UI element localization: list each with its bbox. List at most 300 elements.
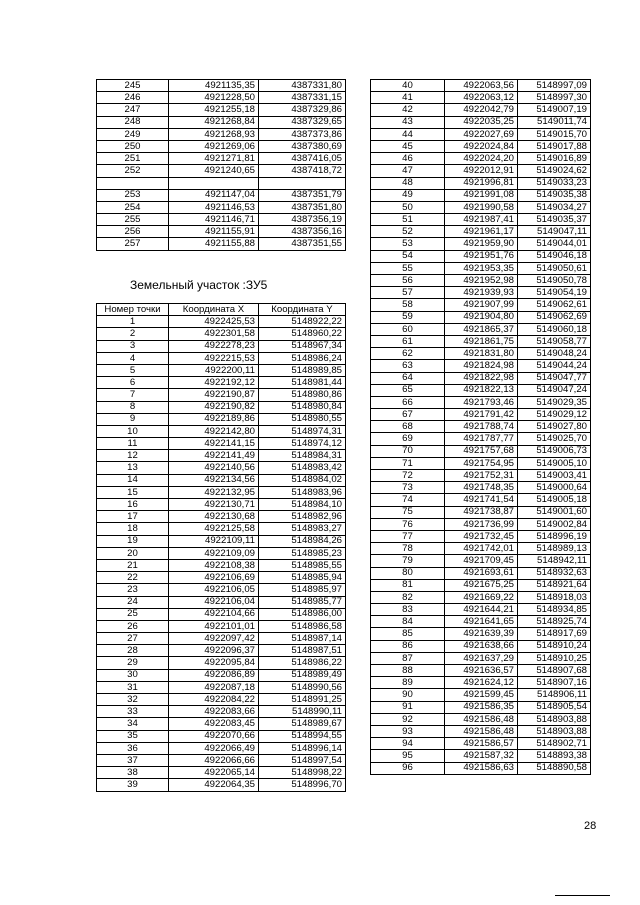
table-row — [97, 754, 346, 766]
coordinate-y-cell: 5148985,55 — [259, 559, 346, 571]
coordinate-y-cell: 5148906,11 — [518, 689, 591, 701]
table-row — [371, 214, 591, 226]
table-row — [371, 299, 591, 311]
coordinate-x-cell: 4921675,25 — [445, 579, 518, 591]
table-row — [371, 701, 591, 713]
coordinate-y-cell: 5148910,25 — [518, 652, 591, 664]
coordinate-y-cell: 5149047,11 — [518, 226, 591, 238]
point-number-cell: 41 — [371, 92, 445, 104]
table-row — [371, 579, 591, 591]
table-row — [97, 352, 346, 364]
coordinate-y-cell: 5148917,69 — [518, 628, 591, 640]
coordinate-x-cell: 4922066,66 — [169, 754, 259, 766]
coordinate-y-cell: 5148910,24 — [518, 640, 591, 652]
coordinate-y-cell: 5148921,64 — [518, 579, 591, 591]
coordinate-x-cell: 4921996,81 — [445, 177, 518, 189]
point-number-cell: 44 — [371, 128, 445, 140]
point-number-cell: 80 — [371, 567, 445, 579]
table-row — [371, 262, 591, 274]
page-number: 28 — [584, 820, 597, 832]
coordinate-x-cell: 4922070,66 — [169, 730, 259, 742]
table-row — [97, 486, 346, 498]
table-row — [371, 665, 591, 677]
coordinate-x-cell: 4921636,57 — [445, 665, 518, 677]
header-coordinate-y: Координата Y — [259, 304, 346, 316]
point-number-cell: 86 — [371, 640, 445, 652]
coordinate-y-cell: 5149050,78 — [518, 275, 591, 287]
coordinate-x-cell: 4921788,74 — [445, 421, 518, 433]
table-row — [97, 401, 346, 413]
coordinate-x-cell: 4921639,39 — [445, 628, 518, 640]
coordinate-x-cell: 4922083,66 — [169, 706, 259, 718]
point-number-cell: 93 — [371, 725, 445, 737]
point-number-cell: 21 — [97, 559, 169, 571]
coordinate-y-cell: 4387418,72 — [259, 165, 346, 177]
table-row — [371, 372, 591, 384]
table-row — [97, 633, 346, 645]
table-row — [371, 104, 591, 116]
point-number-cell: 4 — [97, 352, 169, 364]
point-number-cell: 66 — [371, 396, 445, 408]
point-number-cell: 58 — [371, 299, 445, 311]
coordinate-y-cell: 5148983,42 — [259, 462, 346, 474]
table-row — [371, 677, 591, 689]
point-number-cell — [97, 177, 169, 189]
coordinate-x-cell: 4921268,84 — [169, 116, 259, 128]
coordinate-y-cell: 4387356,19 — [259, 214, 346, 226]
table-row — [371, 348, 591, 360]
point-number-cell: 62 — [371, 348, 445, 360]
table-row — [97, 657, 346, 669]
coordinate-y-cell: 5149017,88 — [518, 140, 591, 152]
point-number-cell: 13 — [97, 462, 169, 474]
coordinate-y-cell: 5149027,80 — [518, 421, 591, 433]
coordinate-x-cell: 4921709,45 — [445, 555, 518, 567]
coordinate-x-cell: 4922104,66 — [169, 608, 259, 620]
coordinate-y-cell: 4387351,55 — [259, 238, 346, 250]
coordinate-x-cell: 4922190,87 — [169, 389, 259, 401]
coordinate-x-cell: 4922108,38 — [169, 559, 259, 571]
point-number-cell: 84 — [371, 616, 445, 628]
table-row — [97, 201, 346, 213]
coordinate-x-cell: 4921831,80 — [445, 348, 518, 360]
coordinate-y-cell: 5149044,24 — [518, 360, 591, 372]
coordinate-x-cell: 4922130,68 — [169, 511, 259, 523]
coordinate-y-cell: 5148990,56 — [259, 681, 346, 693]
point-number-cell: 91 — [371, 701, 445, 713]
coordinate-y-cell: 5148983,27 — [259, 523, 346, 535]
table-row — [371, 689, 591, 701]
coordinate-y-cell: 5149047,24 — [518, 384, 591, 396]
coordinate-x-cell: 4922141,15 — [169, 438, 259, 450]
table-row — [371, 238, 591, 250]
table-row — [371, 250, 591, 262]
point-number-cell: 51 — [371, 214, 445, 226]
table-row — [97, 730, 346, 742]
coordinate-x-cell: 4922086,89 — [169, 669, 259, 681]
coordinate-x-cell: 4921865,37 — [445, 323, 518, 335]
point-number-cell: 49 — [371, 189, 445, 201]
coordinate-x-cell: 4922106,05 — [169, 584, 259, 596]
point-number-cell: 94 — [371, 738, 445, 750]
coordinate-y-cell: 5149044,01 — [518, 238, 591, 250]
coordinate-y-cell: 5149054,19 — [518, 287, 591, 299]
coordinate-x-cell: 4922200,11 — [169, 364, 259, 376]
coordinate-y-cell: 5148942,11 — [518, 555, 591, 567]
coordinate-y-cell: 5148981,44 — [259, 377, 346, 389]
coordinate-x-cell: 4921146,71 — [169, 214, 259, 226]
coordinate-x-cell: 4922132,95 — [169, 486, 259, 498]
coordinate-y-cell: 5148996,14 — [259, 742, 346, 754]
coordinate-x-cell: 4921959,90 — [445, 238, 518, 250]
table-row — [97, 189, 346, 201]
coordinate-y-cell: 5148934,85 — [518, 604, 591, 616]
table-row — [371, 652, 591, 664]
coordinate-x-cell: 4922106,04 — [169, 596, 259, 608]
coordinate-y-cell: 5148982,96 — [259, 511, 346, 523]
point-number-cell: 256 — [97, 226, 169, 238]
table-row — [371, 506, 591, 518]
table-row — [97, 140, 346, 152]
coordinate-x-cell: 4921738,87 — [445, 506, 518, 518]
point-number-cell: 32 — [97, 694, 169, 706]
point-number-cell: 68 — [371, 421, 445, 433]
coordinate-y-cell: 5149033,23 — [518, 177, 591, 189]
coordinate-x-cell: 4922063,12 — [445, 92, 518, 104]
table-row — [97, 377, 346, 389]
table-row — [97, 128, 346, 140]
coordinate-x-cell: 4922189,86 — [169, 413, 259, 425]
point-number-cell: 7 — [97, 389, 169, 401]
coordinate-y-cell: 5148902,71 — [518, 738, 591, 750]
coordinate-x-cell: 4921271,81 — [169, 153, 259, 165]
table-row — [371, 518, 591, 530]
point-number-cell: 57 — [371, 287, 445, 299]
table-row — [97, 681, 346, 693]
point-number-cell: 248 — [97, 116, 169, 128]
point-number-cell: 95 — [371, 750, 445, 762]
coordinate-x-cell: 4921752,31 — [445, 470, 518, 482]
point-number-cell: 69 — [371, 433, 445, 445]
table-row — [97, 226, 346, 238]
point-number-cell: 60 — [371, 323, 445, 335]
table-row — [97, 153, 346, 165]
coordinate-x-cell: 4921951,76 — [445, 250, 518, 262]
coordinate-x-cell: 4922190,82 — [169, 401, 259, 413]
table-row — [371, 165, 591, 177]
coordinate-y-cell: 5148986,24 — [259, 352, 346, 364]
coordinate-x-cell: 4921586,57 — [445, 738, 518, 750]
point-number-cell: 67 — [371, 409, 445, 421]
point-number-cell: 76 — [371, 518, 445, 530]
table-row — [371, 543, 591, 555]
point-number-cell: 88 — [371, 665, 445, 677]
point-number-cell: 255 — [97, 214, 169, 226]
point-number-cell: 254 — [97, 201, 169, 213]
point-number-cell: 87 — [371, 652, 445, 664]
table-row — [97, 92, 346, 104]
table-row — [97, 584, 346, 596]
table-row — [371, 445, 591, 457]
point-number-cell: 3 — [97, 340, 169, 352]
point-number-cell: 65 — [371, 384, 445, 396]
coordinate-y-cell: 5149046,18 — [518, 250, 591, 262]
coordinate-x-cell: 4922106,69 — [169, 572, 259, 584]
coordinate-y-cell: 5149003,41 — [518, 470, 591, 482]
coordinate-x-cell: 4921904,80 — [445, 311, 518, 323]
point-number-cell: 40 — [371, 80, 445, 92]
point-number-cell: 56 — [371, 275, 445, 287]
point-number-cell: 252 — [97, 165, 169, 177]
coordinate-x-cell: 4922097,42 — [169, 633, 259, 645]
table-row — [97, 413, 346, 425]
coordinate-y-cell: 5148989,13 — [518, 543, 591, 555]
coordinate-x-cell: 4921669,22 — [445, 591, 518, 603]
coordinate-x-cell: 4921147,04 — [169, 189, 259, 201]
coordinate-x-cell: 4922063,56 — [445, 80, 518, 92]
point-number-cell: 36 — [97, 742, 169, 754]
table-row — [97, 742, 346, 754]
table-row — [97, 328, 346, 340]
coordinate-x-cell: 4921155,88 — [169, 238, 259, 250]
coordinate-x-cell: 4921824,98 — [445, 360, 518, 372]
point-number-cell: 81 — [371, 579, 445, 591]
coordinate-y-cell: 5149007,19 — [518, 104, 591, 116]
header-point-number: Номер точки — [97, 304, 169, 316]
coordinate-y-cell: 5149050,61 — [518, 262, 591, 274]
coordinate-x-cell: 4922130,71 — [169, 499, 259, 511]
table-row — [97, 104, 346, 116]
point-number-cell: 74 — [371, 494, 445, 506]
table-row — [97, 718, 346, 730]
footer-divider — [555, 895, 610, 896]
table-row — [371, 275, 591, 287]
coordinate-y-cell: 5149034,27 — [518, 201, 591, 213]
coordinate-y-cell: 5148983,96 — [259, 486, 346, 498]
coordinate-y-cell: 5148980,84 — [259, 401, 346, 413]
point-number-cell: 53 — [371, 238, 445, 250]
coordinate-x-cell: 4922140,56 — [169, 462, 259, 474]
coordinate-y-cell: 5148996,70 — [259, 779, 346, 791]
table-row — [371, 80, 591, 92]
coordinate-x-cell: 4922125,58 — [169, 523, 259, 535]
coordinate-y-cell: 5149062,69 — [518, 311, 591, 323]
table-row — [97, 572, 346, 584]
table-row — [97, 165, 346, 177]
coordinate-x-cell: 4922012,91 — [445, 165, 518, 177]
coordinate-y-cell: 5148994,55 — [259, 730, 346, 742]
point-number-cell: 250 — [97, 140, 169, 152]
coordinate-y-cell: 5148990,11 — [259, 706, 346, 718]
point-number-cell: 54 — [371, 250, 445, 262]
coordinate-x-cell: 4922101,01 — [169, 620, 259, 632]
coordinate-x-cell: 4921638,66 — [445, 640, 518, 652]
table-row — [97, 779, 346, 791]
coordinate-y-cell: 4387416,05 — [259, 153, 346, 165]
coordinates-table-zu5-body — [97, 316, 346, 791]
coordinate-x-cell: 4921741,54 — [445, 494, 518, 506]
table-row — [97, 425, 346, 437]
coordinate-y-cell: 5148918,03 — [518, 591, 591, 603]
coordinates-table-top — [96, 79, 346, 251]
coordinate-x-cell: 4922301,58 — [169, 328, 259, 340]
point-number-cell: 16 — [97, 499, 169, 511]
table-row — [97, 559, 346, 571]
point-number-cell: 55 — [371, 262, 445, 274]
coordinate-y-cell: 5149002,84 — [518, 518, 591, 530]
table-row — [371, 323, 591, 335]
point-number-cell: 17 — [97, 511, 169, 523]
table-row — [371, 457, 591, 469]
coordinate-y-cell: 5148974,12 — [259, 438, 346, 450]
coordinate-y-cell: 4387329,86 — [259, 104, 346, 116]
table-row — [371, 189, 591, 201]
table-row — [371, 616, 591, 628]
coordinate-x-cell: 4921693,61 — [445, 567, 518, 579]
point-number-cell: 35 — [97, 730, 169, 742]
table-row — [371, 421, 591, 433]
coordinate-x-cell: 4921587,32 — [445, 750, 518, 762]
point-number-cell: 47 — [371, 165, 445, 177]
table-row — [97, 620, 346, 632]
point-number-cell: 39 — [97, 779, 169, 791]
header-coordinate-x: Координата X — [169, 304, 259, 316]
coordinate-x-cell: 4922278,23 — [169, 340, 259, 352]
coordinate-y-cell: 5148985,97 — [259, 584, 346, 596]
coordinate-y-cell: 5148984,02 — [259, 474, 346, 486]
coordinate-y-cell: 4387329,65 — [259, 116, 346, 128]
table-row — [371, 335, 591, 347]
coordinate-y-cell: 5148980,86 — [259, 389, 346, 401]
table-row — [371, 384, 591, 396]
coordinate-x-cell: 4921228,50 — [169, 92, 259, 104]
point-number-cell: 1 — [97, 316, 169, 328]
point-number-cell: 24 — [97, 596, 169, 608]
coordinate-x-cell: 4922084,22 — [169, 694, 259, 706]
coordinate-y-cell: 5149011,74 — [518, 116, 591, 128]
coordinate-y-cell: 5148997,30 — [518, 92, 591, 104]
table-row — [371, 713, 591, 725]
coordinate-y-cell: 5149005,10 — [518, 457, 591, 469]
point-number-cell: 34 — [97, 718, 169, 730]
point-number-cell: 61 — [371, 335, 445, 347]
point-number-cell: 15 — [97, 486, 169, 498]
coordinate-x-cell: 4921624,12 — [445, 677, 518, 689]
point-number-cell: 89 — [371, 677, 445, 689]
coordinate-y-cell: 5148922,22 — [259, 316, 346, 328]
coordinates-table-right-body — [371, 80, 591, 775]
coordinate-y-cell: 5149025,70 — [518, 433, 591, 445]
table-row — [371, 762, 591, 774]
point-number-cell: 18 — [97, 523, 169, 535]
coordinate-x-cell: 4921644,21 — [445, 604, 518, 616]
table-row — [371, 640, 591, 652]
point-number-cell: 5 — [97, 364, 169, 376]
table-row — [371, 128, 591, 140]
coordinate-y-cell: 5149005,18 — [518, 494, 591, 506]
point-number-cell: 79 — [371, 555, 445, 567]
coordinate-y-cell: 5148987,14 — [259, 633, 346, 645]
coordinate-y-cell: 5148890,58 — [518, 762, 591, 774]
coordinate-x-cell — [169, 177, 259, 189]
table-row — [371, 628, 591, 640]
coordinate-y-cell: 5148903,88 — [518, 725, 591, 737]
coordinate-y-cell: 5148903,88 — [518, 713, 591, 725]
coordinate-y-cell: 5148984,10 — [259, 499, 346, 511]
point-number-cell: 64 — [371, 372, 445, 384]
coordinate-y-cell: 5148907,68 — [518, 665, 591, 677]
point-number-cell: 78 — [371, 543, 445, 555]
coordinate-y-cell: 5148925,74 — [518, 616, 591, 628]
point-number-cell: 42 — [371, 104, 445, 116]
coordinate-y-cell: 5148996,19 — [518, 530, 591, 542]
table-row — [371, 226, 591, 238]
point-number-cell: 70 — [371, 445, 445, 457]
point-number-cell: 29 — [97, 657, 169, 669]
table-row — [97, 523, 346, 535]
coordinate-x-cell: 4921586,63 — [445, 762, 518, 774]
point-number-cell: 247 — [97, 104, 169, 116]
coordinate-y-cell: 5149060,18 — [518, 323, 591, 335]
coordinate-x-cell: 4921637,29 — [445, 652, 518, 664]
coordinate-x-cell: 4921268,93 — [169, 128, 259, 140]
coordinate-x-cell: 4921787,77 — [445, 433, 518, 445]
coordinate-x-cell: 4921146,53 — [169, 201, 259, 213]
coordinate-y-cell: 5149058,77 — [518, 335, 591, 347]
coordinate-y-cell: 5148989,67 — [259, 718, 346, 730]
point-number-cell: 30 — [97, 669, 169, 681]
point-number-cell: 72 — [371, 470, 445, 482]
table-row — [371, 555, 591, 567]
coordinate-y-cell: 5148905,54 — [518, 701, 591, 713]
coordinate-x-cell: 4922215,53 — [169, 352, 259, 364]
point-number-cell: 6 — [97, 377, 169, 389]
coordinate-x-cell: 4922027,69 — [445, 128, 518, 140]
coordinate-y-cell: 5149029,12 — [518, 409, 591, 421]
coordinate-y-cell: 4387331,80 — [259, 80, 346, 92]
coordinates-table-zu5 — [96, 303, 346, 792]
point-number-cell: 71 — [371, 457, 445, 469]
coordinate-x-cell: 4922192,12 — [169, 377, 259, 389]
table-row — [371, 591, 591, 603]
section-title: Земельный участок :ЗУ5 — [130, 278, 268, 292]
coordinate-y-cell: 4387351,80 — [259, 201, 346, 213]
coordinate-y-cell: 5148932,63 — [518, 567, 591, 579]
coordinate-x-cell: 4922083,45 — [169, 718, 259, 730]
coordinate-y-cell: 5148991,25 — [259, 694, 346, 706]
table-row — [97, 596, 346, 608]
table-row — [371, 494, 591, 506]
table-row — [97, 116, 346, 128]
coordinate-x-cell: 4922141,49 — [169, 450, 259, 462]
table-row — [371, 116, 591, 128]
coordinate-x-cell: 4921822,13 — [445, 384, 518, 396]
point-number-cell: 19 — [97, 535, 169, 547]
table-row — [97, 80, 346, 92]
coordinate-x-cell: 4921586,48 — [445, 725, 518, 737]
point-number-cell: 52 — [371, 226, 445, 238]
point-number-cell: 14 — [97, 474, 169, 486]
coordinate-y-cell: 5149047,77 — [518, 372, 591, 384]
coordinate-y-cell: 4387331,15 — [259, 92, 346, 104]
point-number-cell: 43 — [371, 116, 445, 128]
table-row — [97, 177, 346, 189]
coordinate-y-cell: 5148974,31 — [259, 425, 346, 437]
coordinate-x-cell: 4922109,09 — [169, 547, 259, 559]
coordinate-y-cell: 5148984,26 — [259, 535, 346, 547]
coordinate-y-cell: 5148967,34 — [259, 340, 346, 352]
table-row — [371, 311, 591, 323]
